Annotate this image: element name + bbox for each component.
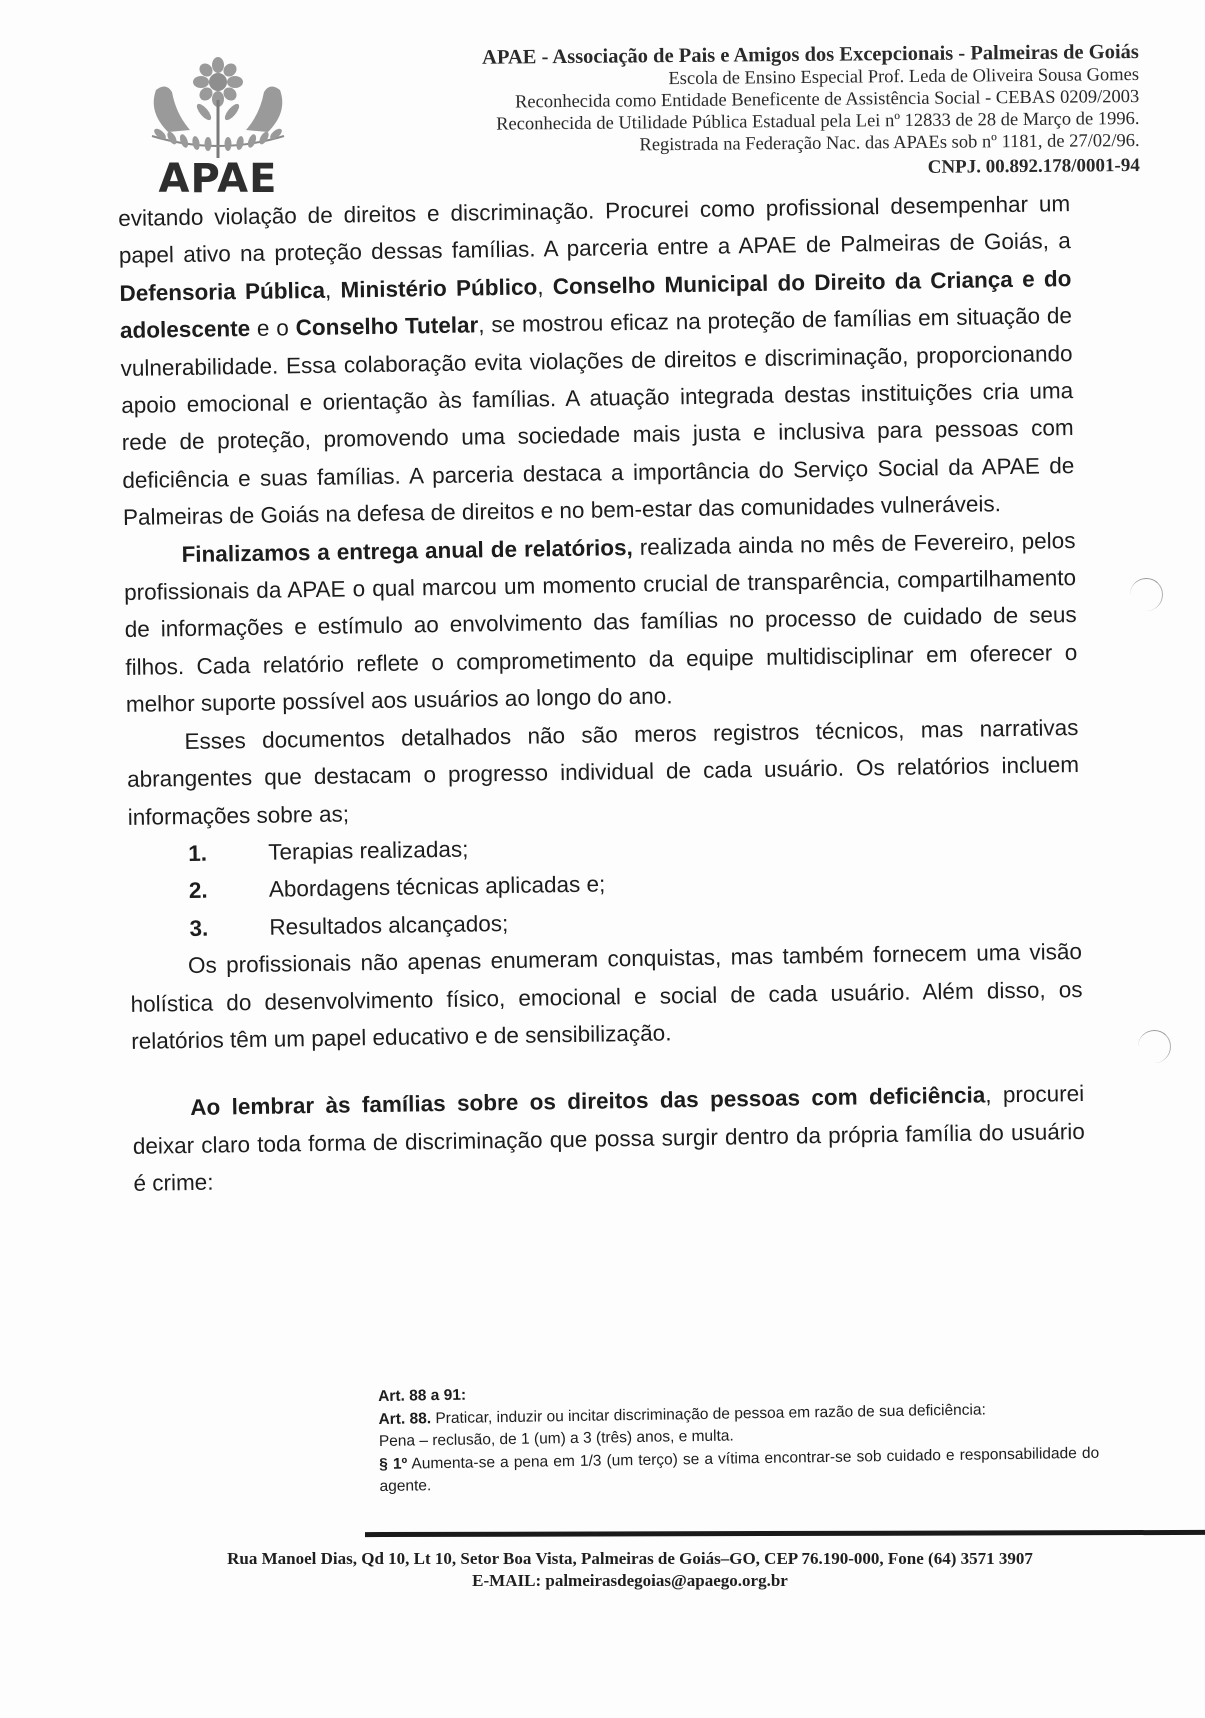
paragraph-holistic: Os profissionais não apenas enumeram conquistas, mas também fornecem uma visão holística do desenvolvimento físico, emocional e social de cada usuário. Além disso, os relatórios têm um papel educativo e de sensibilização. [130,939,1083,1054]
list-text: Resultados alcançados; [269,910,509,940]
list-text: Abordagens técnicas aplicadas e; [268,871,606,903]
paragraph-reports [123,522,1078,724]
bold-run: Conselho Municipal do Direito da Criança e do adolescente [119,265,1072,344]
text-run: evitando violação de direitos e discriminação. Procurei como profissional desempenhar um papel ativo na proteção dessas famílias. A parceria entre a APAE de Palmeiras de Goiás, a [118,191,1071,269]
footer-address: Rua Manoel Dias, Qd 10, Lt 10, Setor Boa Vista, Palmeiras de Goiás–GO, CEP 76.190-000, Fone (64) 3571 3907 [227,1549,1033,1568]
body-text [118,185,1086,1202]
report-items-list [128,821,1082,948]
text-run: Aumenta-se a pena em 1/3 (um terço) se a vítima encontrar-se sob cuidado e responsabilidade do agente. [379,1444,1100,1495]
paragraph-partnership [118,185,1075,537]
bold-run: Conselho Tutelar [295,312,479,341]
letterhead-line: Reconhecida como Entidade Beneficente de Assistência Social - CEBAS 0209/2003 [515,86,1140,113]
letterhead-line: Escola de Ensino Especial Prof. Leda de Oliveira Sousa Gomes [668,64,1140,90]
bold-run: Defensoria Pública [119,277,326,306]
text-run: realizada ainda no mês de Fevereiro, pelos profissionais da APAE o qual marcou um momento crucial de transparência, compartilhamento de informações e estímulo ao envolvimento das famílias no processo de cuidado de seus filhos. Cada relatório reflete o comprometimento da equipe multidisciplinar em oferecer o melhor suporte possível aos usuários ao longo do ano. [123,527,1078,718]
bold-run: Ministério Público [340,274,538,303]
list-number: 1. [188,840,208,866]
bold-run: Art. 88. [378,1409,432,1428]
paragraph-documents: Esses documentos detalhados não são meros registros técnicos, mas narrativas abrangentes que destacam o progresso individual de cada usuário. Os relatórios incluem informações sobre as; [126,714,1080,830]
text-run: , [537,273,553,300]
footer-email: E-MAIL: palmeirasdegoias@apaego.org.br [472,1571,788,1590]
flower-hands-icon [138,52,298,162]
letterhead-line: Reconhecida de Utilidade Pública Estadual pela Lei nº 12833 de 28 de Março de 1996. [496,108,1140,135]
text-run: Praticar, induzir ou incitar discriminação de pessoa em razão de sua deficiência: [430,1400,986,1427]
list-number: 2. [188,877,208,904]
footer-divider [365,1530,1205,1537]
bold-run: § 1º [379,1455,408,1473]
bold-run: Ao lembrar às famílias sobre os direitos das pessoas com deficiência [190,1082,986,1121]
paragraph-rights [132,1075,1086,1202]
list-number: 3. [189,915,209,941]
logo-wordmark: APAE [158,156,278,202]
cnpj: CNPJ. 00.892.178/0001-94 [927,154,1141,178]
letterhead-line: Registrada na Federação Nac. das APAEs sob nº 1181, de 27/02/96. [639,130,1140,156]
punch-hole-mark [1130,578,1163,611]
text-run: , se mostrou eficaz na proteção de famílias em situação de vulnerabilidade. Essa colaboração evita violações de direitos e discriminação, proporcionando apoio emocional e orientação às famílias. A atuação integrada destas instituições cria uma rede de proteção, promovendo uma sociedade mais justa e inclusiva para pessoas com deficiência e suas famílias. A parceria destaca a importância do Serviço Social da APAE de Palmeiras de Goiás na defesa de direitos e no bem-estar das comunidades vulneráveis. [120,303,1075,531]
law-penalty: Pena – reclusão, de 1 (um) a 3 (três) anos, e multa. [378,1427,734,1450]
text-run: , [324,277,341,303]
letterhead [482,40,1140,184]
punch-hole-mark [1138,1030,1171,1063]
bold-run: Art. 88 a 91: [378,1386,467,1405]
text-run: , procurei deixar claro toda forma de discriminação que possa surgir dentro da própria família do usuário é crime: [132,1081,1085,1197]
text-run: e o [249,315,296,342]
law-citation [378,1375,1100,1499]
list-text: Terapias realizadas; [268,836,469,865]
apae-logo [138,52,298,200]
footer [160,1548,1100,1592]
organization-title: APAE - Associação de Pais e Amigos dos Excepcionais - Palmeiras de Goiás [482,40,1140,69]
bold-run: Finalizamos a entrega anual de relatórios, [181,534,633,567]
